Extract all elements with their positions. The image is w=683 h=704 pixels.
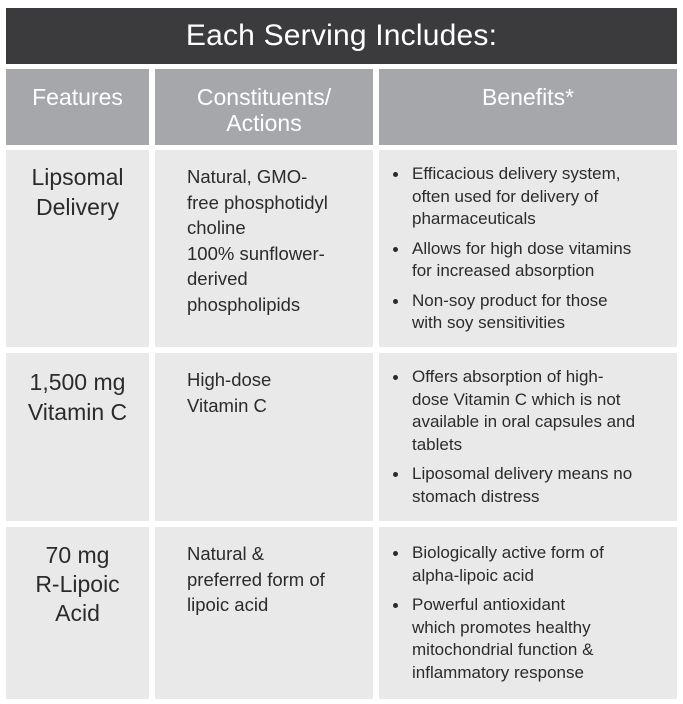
bullet-icon <box>393 375 398 380</box>
benefit-line: pharmaceuticals <box>412 209 536 228</box>
constituent-line: preferred form of <box>187 568 325 590</box>
feature-line: 1,500 mg <box>29 369 126 395</box>
benefit-line: Efficacious delivery system, <box>412 164 621 183</box>
bullet-icon <box>393 472 398 477</box>
header-constituents-line: Actions <box>226 110 302 136</box>
bullet-icon <box>393 603 398 608</box>
benefit-line: Powerful antioxidant <box>412 595 566 614</box>
bullet-icon <box>393 551 398 556</box>
table-title-text: Each Serving Includes: <box>185 19 498 52</box>
feature-line: R-Lipoic <box>35 571 120 597</box>
row-2-constituents <box>155 353 373 521</box>
constituent-line: lipoic acid <box>187 594 269 615</box>
benefit-line: dose Vitamin C which is not <box>412 389 621 409</box>
constituent-line: derived <box>187 268 248 289</box>
bullet-icon <box>393 247 398 252</box>
constituent-line: 100% sunflower- <box>187 242 325 264</box>
row-1-feature <box>6 150 149 347</box>
row-2-benefits <box>379 353 677 521</box>
benefit-line: for increased absorption <box>412 261 595 280</box>
feature-line: Acid <box>55 600 100 626</box>
benefit-list <box>391 542 677 684</box>
benefit-line: with soy sensitivities <box>412 313 566 332</box>
benefit-line: mitochondrial function & <box>412 640 594 659</box>
benefit-line: tablets <box>412 434 463 454</box>
benefit-line: often used for delivery of <box>412 186 599 206</box>
row-3-constituents <box>155 527 373 699</box>
header-constituents <box>155 69 373 145</box>
benefit-line: Allows for high dose vitamins <box>412 238 632 258</box>
table-title <box>6 8 677 64</box>
benefit-line: inflammatory response <box>412 662 584 682</box>
constituent-line: Vitamin C <box>187 394 267 416</box>
constituent-line: Natural & <box>187 543 265 564</box>
constituent-line: free phosphotidyl <box>187 191 328 213</box>
feature-line: Lipsomal <box>31 164 124 190</box>
benefit-line: stomach distress <box>412 486 540 506</box>
bullet-icon <box>393 172 398 177</box>
benefit-item <box>391 594 677 684</box>
benefit-item <box>391 366 677 456</box>
benefit-item <box>391 163 677 231</box>
benefit-item <box>391 238 677 283</box>
header-benefits-label: Benefits* <box>481 84 575 110</box>
benefit-line: available in oral capsules and <box>412 412 636 431</box>
constituent-line: choline <box>187 217 246 238</box>
benefit-item <box>391 542 677 587</box>
row-1-constituents <box>155 150 373 347</box>
benefit-line: alpha-lipoic acid <box>412 565 534 585</box>
row-3-benefits <box>379 527 677 699</box>
constituent-line: phospholipids <box>187 293 301 315</box>
benefit-line: Liposomal delivery means no <box>412 464 633 483</box>
row-1-benefits <box>379 150 677 347</box>
feature-line: Delivery <box>35 194 120 220</box>
benefit-line: Non-soy product for those <box>412 290 608 310</box>
row-2-feature <box>6 353 149 521</box>
feature-line: 70 mg <box>45 542 110 568</box>
constituent-line: Natural, GMO- <box>187 166 308 187</box>
benefit-item <box>391 290 677 335</box>
header-benefits <box>379 69 677 145</box>
benefit-list <box>391 163 677 335</box>
row-3-feature <box>6 527 149 699</box>
constituent-line: High-dose <box>187 369 272 390</box>
feature-line: Vitamin C <box>27 399 128 425</box>
benefit-item <box>391 463 677 508</box>
header-constituents-line: Constituents/ <box>196 84 332 110</box>
benefit-line: which promotes healthy <box>412 617 591 637</box>
benefit-line: Biologically active form of <box>412 543 604 562</box>
header-features <box>6 69 149 145</box>
header-features-label: Features <box>32 84 123 110</box>
bullet-icon <box>393 299 398 304</box>
benefit-list <box>391 366 677 508</box>
benefit-line: Offers absorption of high- <box>412 367 604 386</box>
